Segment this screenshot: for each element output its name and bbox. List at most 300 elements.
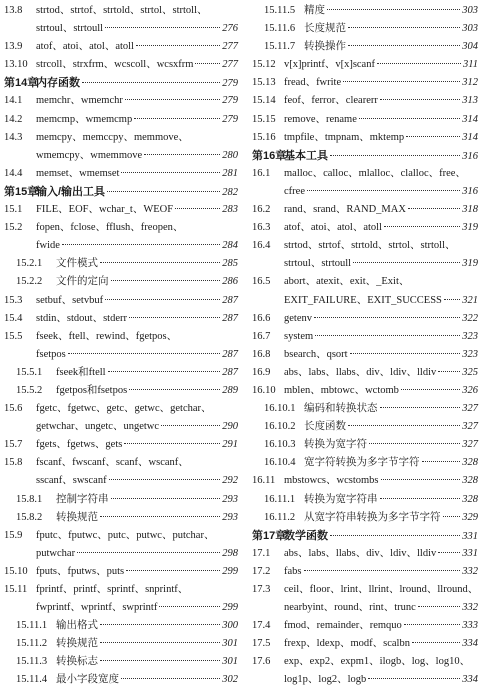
toc-number: 17.5: [252, 638, 271, 650]
toc-number: 15.6: [4, 403, 23, 415]
toc-number: 16.9: [252, 366, 271, 378]
toc-leader-dots: [380, 498, 461, 499]
toc-title: mblen、mbtowc、wctomb: [284, 384, 399, 396]
toc-number: 15.11.6: [264, 23, 296, 35]
toc-leader-dots: [100, 516, 220, 517]
toc-title: fsetpos: [36, 348, 66, 360]
toc-subsection-entry: [4, 491, 238, 509]
toc-title: fabs: [284, 565, 302, 577]
toc-number: 15.4: [4, 312, 23, 324]
toc-leader-dots: [304, 570, 461, 571]
toc-title: 数学函数: [284, 529, 328, 542]
toc-title: fputs、fputws、puts: [36, 565, 125, 577]
toc-page-number: 322: [462, 312, 478, 324]
toc-title: memcpy、memccpy、memmove、: [36, 131, 189, 143]
toc-title: strtod、strtof、strtold、strtol、strtoll、: [284, 240, 456, 252]
toc-page-number: 323: [462, 330, 478, 342]
toc-section-entry: [252, 165, 478, 183]
toc-title: 输入/输出工具: [36, 185, 106, 198]
toc-section-entry: [252, 472, 478, 490]
toc-chapter-entry: [252, 527, 478, 545]
toc-subsection-entry: [252, 418, 478, 436]
toc-section-entry: [252, 56, 478, 74]
toc-number: 第14章: [4, 77, 39, 90]
toc-chapter-entry: [4, 183, 238, 201]
toc-title: frexp、ldexp、modf、scalbn: [284, 638, 410, 650]
toc-leader-dots: [369, 443, 460, 444]
toc-number: 第15章: [4, 185, 39, 198]
toc-title: 控制字符串: [56, 493, 109, 505]
toc-section-entry: [252, 183, 478, 201]
toc-leader-dots: [107, 191, 220, 192]
toc-number: 13.10: [4, 59, 28, 71]
toc-number: 15.2: [4, 222, 23, 234]
toc-section-entry: [4, 328, 238, 346]
toc-leader-dots: [100, 642, 220, 643]
toc-page-number: 293: [222, 493, 238, 505]
toc-number: 15.15: [252, 113, 276, 125]
toc-leader-dots: [443, 516, 461, 517]
toc-title: fopen、fclose、fflush、freopen、: [36, 222, 184, 234]
toc-subsection-entry: [4, 273, 238, 291]
toc-page-number: 299: [222, 565, 238, 577]
toc-subsection-entry: [4, 255, 238, 273]
toc-number: 16.5: [252, 276, 271, 288]
toc-leader-dots: [353, 262, 460, 263]
toc-page-number: 300: [222, 620, 238, 632]
toc-number: 15.11.4: [16, 674, 48, 686]
toc-section-entry: [252, 111, 478, 129]
toc-chapter-entry: [4, 74, 238, 92]
toc-section-entry: [252, 129, 478, 147]
toc-leader-dots: [108, 371, 221, 372]
toc-page-number: 316: [462, 150, 478, 162]
toc-number: 16.11: [252, 475, 276, 487]
toc-number: 15.16: [252, 131, 276, 143]
toc-title: remove、rename: [284, 113, 357, 125]
toc-page-number: 293: [222, 511, 238, 523]
toc-leader-dots: [105, 299, 220, 300]
toc-title: strtoul、strtoull: [36, 23, 104, 35]
toc-leader-dots: [348, 425, 460, 426]
toc-number: 16.8: [252, 348, 271, 360]
toc-subsection-entry: [252, 491, 478, 509]
toc-page-number: 301: [222, 638, 238, 650]
toc-section-entry: [4, 545, 238, 563]
toc-number: 16.10.1: [264, 403, 296, 415]
toc-leader-dots: [136, 45, 220, 46]
toc-number: 15.12: [252, 59, 276, 71]
toc-number: 17.4: [252, 620, 271, 632]
toc-page-number: 277: [222, 41, 238, 53]
toc-title: 文件的定向: [56, 276, 109, 288]
toc-page-number: 289: [222, 384, 238, 396]
toc-page-number: 321: [462, 294, 478, 306]
toc-page-number: 290: [222, 421, 238, 433]
toc-section-entry: [252, 617, 478, 635]
toc-title: fwprintf、wprintf、swprintf: [36, 602, 158, 614]
toc-section-entry: [4, 346, 238, 364]
toc-page-number: 332: [462, 602, 478, 614]
toc-number: 15.5.2: [16, 384, 43, 396]
toc-leader-dots: [438, 552, 460, 553]
toc-page-number: 331: [462, 547, 478, 559]
toc-section-entry: [252, 237, 478, 255]
toc-number: 15.8.2: [16, 511, 43, 523]
toc-number: 16.10: [252, 384, 276, 396]
toc-title: strtoul、strtoull: [284, 258, 352, 270]
toc-number: 14.1: [4, 95, 23, 107]
toc-title: 宽字符转换为多字节字符: [304, 457, 420, 469]
toc-leader-dots: [77, 552, 220, 553]
toc-page-number: 286: [222, 276, 238, 288]
toc-leader-dots: [314, 317, 460, 318]
toc-number: 15.9: [4, 529, 23, 541]
toc-title: fwide: [36, 240, 60, 252]
toc-page-number: 313: [462, 95, 478, 107]
toc-title: getwchar、ungetc、ungetwc: [36, 421, 160, 433]
toc-section-entry: [4, 165, 238, 183]
toc-leader-dots: [111, 280, 221, 281]
toc-number: 15.11.5: [264, 5, 296, 16]
toc-title: abort、atexit、exit、_Exit、: [284, 276, 410, 288]
toc-number: 15.14: [252, 95, 276, 107]
toc-section-entry: [252, 671, 478, 689]
toc-section-entry: [4, 454, 238, 472]
toc-title: fseek和ftell: [56, 366, 106, 378]
toc-page-number: 299: [222, 602, 238, 614]
toc-page-number: 328: [462, 457, 478, 469]
toc-title: 基本工具: [284, 149, 328, 162]
toc-page-number: 282: [222, 186, 238, 198]
toc-title: 转换为宽字符: [304, 439, 367, 451]
toc-page-number: 287: [222, 348, 238, 360]
toc-leader-dots: [343, 81, 460, 82]
toc-title: 编码和转换状态: [304, 403, 378, 415]
toc-subsection-entry: [4, 382, 238, 400]
toc-leader-dots: [134, 118, 220, 119]
toc-page-number: 279: [222, 78, 238, 90]
toc-section-entry: [4, 400, 238, 418]
toc-title: 从宽字符串转换为多字节字符: [304, 511, 441, 523]
toc-leader-dots: [418, 606, 460, 607]
toc-subsection-entry: [252, 2, 478, 20]
toc-number: 17.1: [252, 547, 271, 559]
toc-subsection-entry: [252, 400, 478, 418]
toc-leader-dots: [105, 27, 220, 28]
toc-section-entry: [252, 635, 478, 653]
toc-leader-dots: [68, 353, 221, 354]
toc-title: nearbyint、round、rint、trunc: [284, 602, 416, 614]
toc-leader-dots: [444, 299, 460, 300]
toc-subsection-entry: [252, 509, 478, 527]
toc-section-entry: [4, 599, 238, 617]
toc-number: 15.2.1: [16, 258, 43, 270]
toc-section-entry: [4, 310, 238, 328]
toc-subsection-entry: [4, 617, 238, 635]
toc-leader-dots: [348, 27, 460, 28]
toc-section-entry: [4, 581, 238, 599]
toc-title: atof、atoi、atol、atoll: [36, 41, 134, 53]
toc-title: getenv: [284, 312, 312, 324]
toc-section-entry: [252, 581, 478, 599]
toc-section-entry: [4, 147, 238, 165]
toc-number: 14.4: [4, 167, 23, 179]
toc-leader-dots: [380, 99, 460, 100]
toc-title: rand、srand、RAND_MAX: [284, 204, 406, 216]
toc-page-number: 303: [462, 23, 478, 35]
toc-leader-dots: [125, 99, 220, 100]
toc-leader-dots: [350, 353, 461, 354]
toc-title: strtod、strtof、strtold、strtol、strtoll、: [36, 5, 208, 16]
toc-chapter-entry: [252, 147, 478, 165]
toc-title: mbstowcs、wcstombs: [284, 475, 379, 487]
toc-page-number: 329: [462, 511, 478, 523]
toc-section-entry: [4, 92, 238, 110]
toc-leader-dots: [100, 660, 220, 661]
toc-number: 17.2: [252, 565, 271, 577]
toc-section-entry: [252, 545, 478, 563]
toc-title: sscanf、swscanf: [36, 475, 107, 487]
toc-leader-dots: [109, 479, 221, 480]
toc-leader-dots: [348, 45, 460, 46]
toc-number: 第16章: [252, 149, 287, 162]
toc-title: exp、exp2、expm1、ilogb、log、log10、: [284, 656, 471, 668]
toc-page-number: 333: [462, 620, 478, 632]
toc-leader-dots: [129, 317, 220, 318]
toc-leader-dots: [175, 208, 220, 209]
toc-page-number: 283: [222, 204, 238, 216]
toc-title: 转换规范: [56, 511, 98, 523]
toc-page-number: 319: [462, 258, 478, 270]
toc-title: fmod、remainder、remquo: [284, 620, 402, 632]
toc-page-number: 280: [222, 149, 238, 161]
toc-title: strcoll、strxfrm、wcscoll、wcsxfrm: [36, 59, 194, 71]
toc-leader-dots: [159, 606, 220, 607]
toc-title: fread、fwrite: [284, 77, 342, 89]
toc-number: 17.6: [252, 656, 271, 668]
toc-page-number: 303: [462, 5, 478, 16]
toc-title: fprintf、printf、sprintf、snprintf、: [36, 584, 189, 595]
toc-page-number: 304: [462, 41, 478, 53]
toc-number: 16.6: [252, 312, 271, 324]
toc-number: 16.1: [252, 167, 271, 179]
toc-number: 15.2.2: [16, 276, 43, 288]
toc-subsection-entry: [4, 509, 238, 527]
toc-section-entry: [252, 346, 478, 364]
toc-leader-dots: [126, 570, 220, 571]
toc-leader-dots: [62, 244, 220, 245]
toc-page-number: 327: [462, 439, 478, 451]
toc-page-number: 314: [462, 131, 478, 143]
toc-section-entry: [252, 382, 478, 400]
toc-leader-dots: [406, 136, 460, 137]
toc-page-number: 292: [222, 475, 238, 487]
toc-title: atof、atoi、atol、atoll: [284, 222, 382, 234]
toc-number: 15.8: [4, 457, 23, 469]
toc-section-entry: [252, 653, 478, 671]
toc-section-entry: [252, 292, 478, 310]
toc-page-number: 281: [222, 167, 238, 179]
toc-title: 文件模式: [56, 258, 98, 270]
toc-number: 15.1: [4, 204, 23, 216]
toc-page-number: 334: [462, 638, 478, 650]
toc-number: 14.3: [4, 131, 23, 143]
toc-title: 转换规范: [56, 638, 98, 650]
toc-section-entry: [252, 201, 478, 219]
toc-title: bsearch、qsort: [284, 348, 348, 360]
toc-section-entry: [252, 74, 478, 92]
toc-subsection-entry: [252, 454, 478, 472]
toc-leader-dots: [381, 479, 461, 480]
toc-right-column: [252, 2, 478, 690]
toc-leader-dots: [121, 172, 220, 173]
toc-section-entry: [252, 92, 478, 110]
toc-leader-dots: [82, 82, 220, 83]
toc-page-number: 316: [462, 185, 478, 197]
toc-page-number: 284: [222, 240, 238, 252]
toc-page-number: 311: [463, 59, 478, 71]
toc-number: 15.5.1: [16, 366, 43, 378]
toc-leader-dots: [422, 461, 461, 462]
toc-page-number: 325: [462, 366, 478, 378]
toc-page-number: 276: [222, 23, 238, 35]
toc-title: abs、labs、llabs、div、ldiv、lldiv: [284, 547, 437, 559]
toc-leader-dots: [124, 443, 220, 444]
toc-number: 15.11.2: [16, 638, 48, 650]
toc-page-number: 323: [462, 348, 478, 360]
toc-section-entry: [4, 237, 238, 255]
toc-leader-dots: [412, 642, 460, 643]
toc-section-entry: [252, 310, 478, 328]
toc-title: memset、wmemset: [36, 167, 120, 179]
toc-page-number: 291: [222, 439, 238, 451]
toc-page-number: 314: [462, 113, 478, 125]
toc-number: 15.7: [4, 439, 23, 451]
toc-number: 15.10: [4, 565, 28, 577]
toc-title: 内存函数: [36, 77, 80, 90]
toc-leader-dots: [368, 678, 460, 679]
toc-section-entry: [4, 129, 238, 147]
toc-title: 最小字段宽度: [56, 674, 119, 686]
toc-subsection-entry: [4, 671, 238, 689]
toc-title: malloc、calloc、mlalloc、clalloc、free、: [284, 167, 466, 179]
toc-leader-dots: [359, 118, 460, 119]
toc-number: 13.8: [4, 5, 23, 16]
toc-title: FILE、EOF、wchar_t、WEOF: [36, 204, 174, 216]
toc-page-number: 287: [222, 312, 238, 324]
toc-subsection-entry: [4, 653, 238, 671]
toc-number: 16.11.2: [264, 511, 296, 523]
toc-section-entry: [4, 436, 238, 454]
toc-page-number: 285: [222, 258, 238, 270]
toc-page-number: 287: [222, 366, 238, 378]
toc-page-number: 328: [462, 493, 478, 505]
toc-page-number: 298: [222, 547, 238, 559]
toc-page-number: 279: [222, 95, 238, 107]
toc-number: 15.11: [4, 584, 28, 595]
toc-subsection-entry: [4, 635, 238, 653]
toc-leader-dots: [307, 190, 460, 191]
toc-page-number: 327: [462, 421, 478, 433]
toc-section-entry: [252, 219, 478, 237]
toc-section-entry: [4, 20, 238, 38]
toc-page-number: 331: [462, 530, 478, 542]
toc-number: 15.5: [4, 330, 23, 342]
toc-section-entry: [4, 292, 238, 310]
toc-number: 第17章: [252, 529, 287, 542]
toc-title: fgetpos和fsetpos: [56, 384, 128, 396]
toc-leader-dots: [384, 226, 460, 227]
toc-section-entry: [4, 111, 238, 129]
toc-page-number: 334: [462, 674, 478, 686]
toc-number: 16.10.3: [264, 439, 296, 451]
toc-leader-dots: [408, 208, 460, 209]
toc-number: 15.13: [252, 77, 276, 89]
toc-number: 16.11.1: [264, 493, 296, 505]
toc-leader-dots: [161, 425, 220, 426]
toc-title: memchr、wmemchr: [36, 95, 123, 107]
toc-number: 16.7: [252, 330, 271, 342]
toc-page-number: 328: [462, 475, 478, 487]
toc-title: fputc、fputwc、putc、putwc、putchar、: [36, 529, 215, 541]
toc-title: v[x]printf、v[x]scanf: [284, 59, 375, 71]
toc-section-entry: [252, 273, 478, 291]
toc-section-entry: [252, 599, 478, 617]
toc-page-number: 302: [222, 674, 238, 686]
toc-leader-dots: [315, 335, 460, 336]
toc-leader-dots: [327, 9, 460, 10]
toc-number: 16.2: [252, 204, 271, 216]
toc-subsection-entry: [252, 436, 478, 454]
toc-leader-dots: [401, 389, 460, 390]
toc-page-number: 312: [462, 77, 478, 89]
toc-leader-dots: [121, 678, 220, 679]
toc-number: 15.11.3: [16, 656, 48, 668]
toc-page-number: 327: [462, 403, 478, 415]
toc-number: 16.10.4: [264, 457, 296, 469]
toc-title: 长度函数: [304, 421, 346, 433]
toc-section-entry: [4, 527, 238, 545]
toc-section-entry: [252, 328, 478, 346]
toc-section-entry: [4, 56, 238, 74]
toc-section-entry: [4, 2, 238, 20]
toc-page-number: 326: [462, 384, 478, 396]
toc-title: system: [284, 330, 314, 342]
toc-section-entry: [252, 364, 478, 382]
toc-page-number: 277: [222, 59, 238, 71]
toc-number: 15.8.1: [16, 493, 43, 505]
toc-left-column: [4, 2, 238, 690]
toc-page-number: 319: [462, 222, 478, 234]
toc-leader-dots: [380, 407, 461, 408]
toc-leader-dots: [100, 262, 220, 263]
toc-title: 转换为宽字符串: [304, 493, 378, 505]
toc-section-entry: [4, 563, 238, 581]
toc-title: 长度规范: [304, 23, 346, 35]
toc-page-number: 301: [222, 656, 238, 668]
toc-title: fgetc、fgetwc、getc、getwc、getchar、: [36, 403, 212, 415]
toc-subsection-entry: [252, 20, 478, 38]
toc-title: memcmp、wmemcmp: [36, 113, 133, 125]
toc-title: fseek、ftell、rewind、fgetpos、: [36, 330, 178, 342]
toc-section-entry: [4, 472, 238, 490]
toc-page-number: 279: [222, 113, 238, 125]
toc-title: fscanf、fwscanf、scanf、wscanf、: [36, 457, 189, 469]
toc-section-entry: [252, 255, 478, 273]
toc-title: 精度: [304, 5, 325, 16]
toc-leader-dots: [111, 498, 221, 499]
